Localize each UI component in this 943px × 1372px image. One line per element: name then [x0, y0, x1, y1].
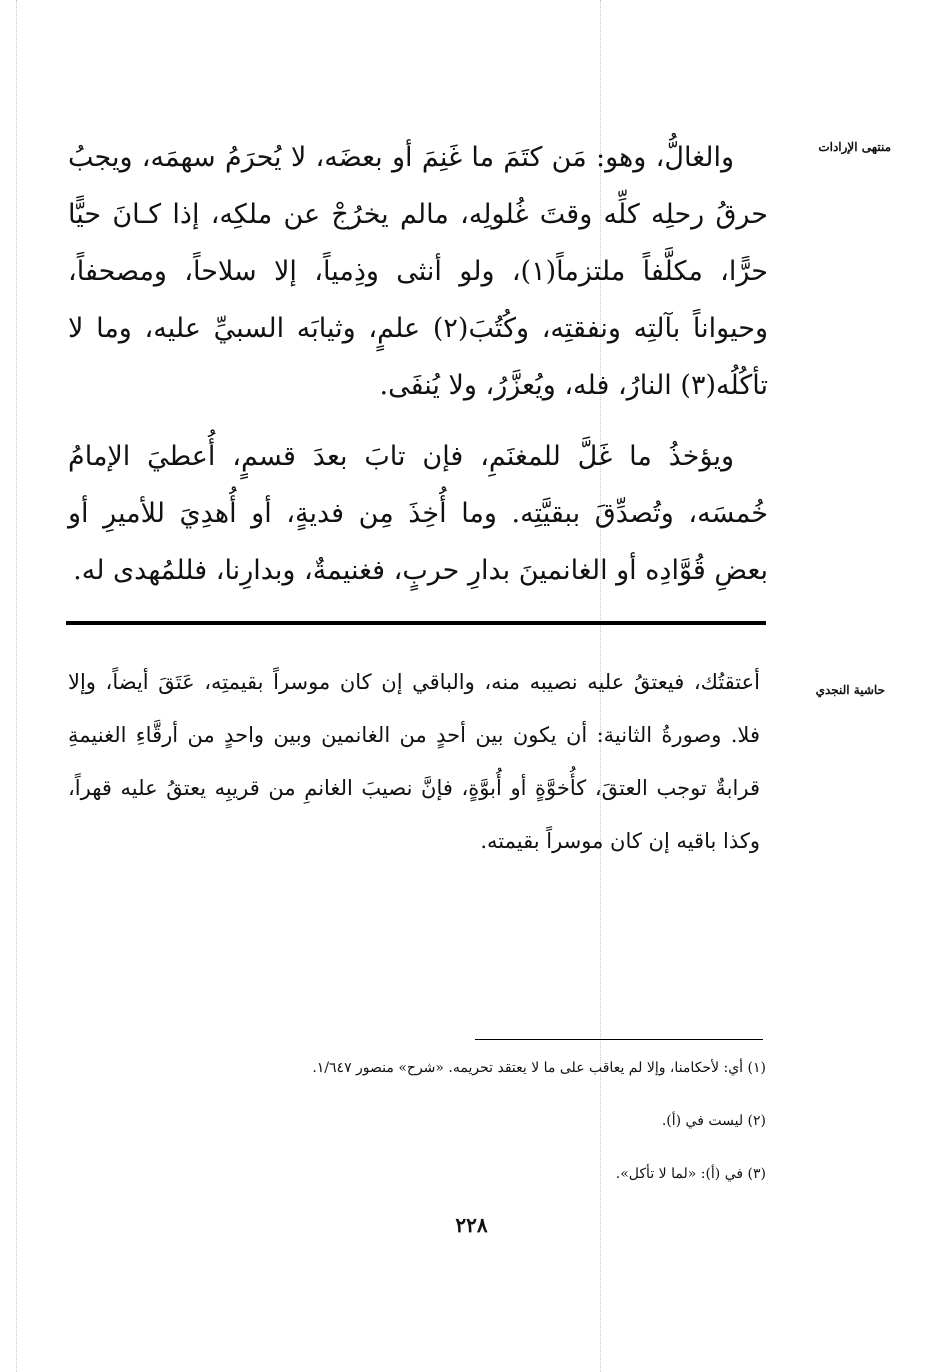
side-label-hashiya: حاشية النجدي [815, 683, 885, 697]
margin-dotted-line [16, 0, 17, 1372]
section-divider [66, 621, 766, 625]
side-label-matn: منتهى الإرادات [818, 140, 891, 154]
footnote-item: (١) أي: لأحكامنا، وإلا لم يعاقب على ما لا يعتقد تحريمه. «شرح» منصور ١/٦٤٧. [312, 1060, 766, 1076]
hashiya-text [68, 656, 760, 868]
footnote-item: (٣) في (أ): «لما لا تأكل». [615, 1166, 766, 1182]
footnotes [100, 1058, 766, 1217]
footnote-divider [475, 1039, 763, 1040]
page-number: ٢٢٨ [455, 1213, 488, 1237]
main-paragraph: ويؤخذُ ما غَلَّ للمغنَمِ، فإن تابَ بعدَ قسمٍ، أُعطيَ الإمامُ خُمسَه، وتُصدِّقَ ببقيَّتِه. وما أُخِذَ مِن فديةٍ، أو أُهدِيَ للأميرِ أو بعضِ قُوَّادِه أو الغانمينَ بدارِ حربٍ، فغنيمةٌ، وبدارِنا، فللمُهدى له. [68, 441, 768, 586]
main-paragraph: والغالُّ، وهو: مَن كتَمَ ما غَنِمَ أو بعضَه، لا يُحرَمُ سهمَه، ويجبُ حرقُ رحلِه كلِّه وقتَ غُلولِه، مالم يخرُجْ عن ملكِه، إذا كـانَ حيًّا حرًّا، مكلَّفاً ملتزماً(١)، ولو أنثى وذِمياً، إلا سلاحاً، ومصحفاً، وحيواناً بآلتِه ونفقتِه، وكُتُبَ(٢) علمٍ، وثيابَه السبيِّ عليه، وما لا تأكُلُه(٣) النارُ، فله، ويُعزَّرُ، ولا يُنفَى. [68, 142, 768, 401]
footnote-item: (٢) ليست في (أ). [661, 1113, 766, 1129]
hashiya-paragraph: أعتقتُك، فيعتقُ عليه نصيبه منه، والباقي إن كان موسراً بقيمتِه، عَتَقَ أيضاً، وإلا فلا. وصورةُ الثانية: أن يكون بين أحدٍ من الغانمين وبين واحدٍ من أرقَّاءِ الغنيمةِ قرابةٌ توجب العتقَ، كأُخوَّةٍ أو أُبوَّةٍ، فإنَّ نصيبَ الغانمِ من قريبِه يعتقُ عليه قهراً، وكذا باقيه إن كان موسراً بقيمته. [68, 670, 760, 853]
main-text [68, 129, 768, 599]
